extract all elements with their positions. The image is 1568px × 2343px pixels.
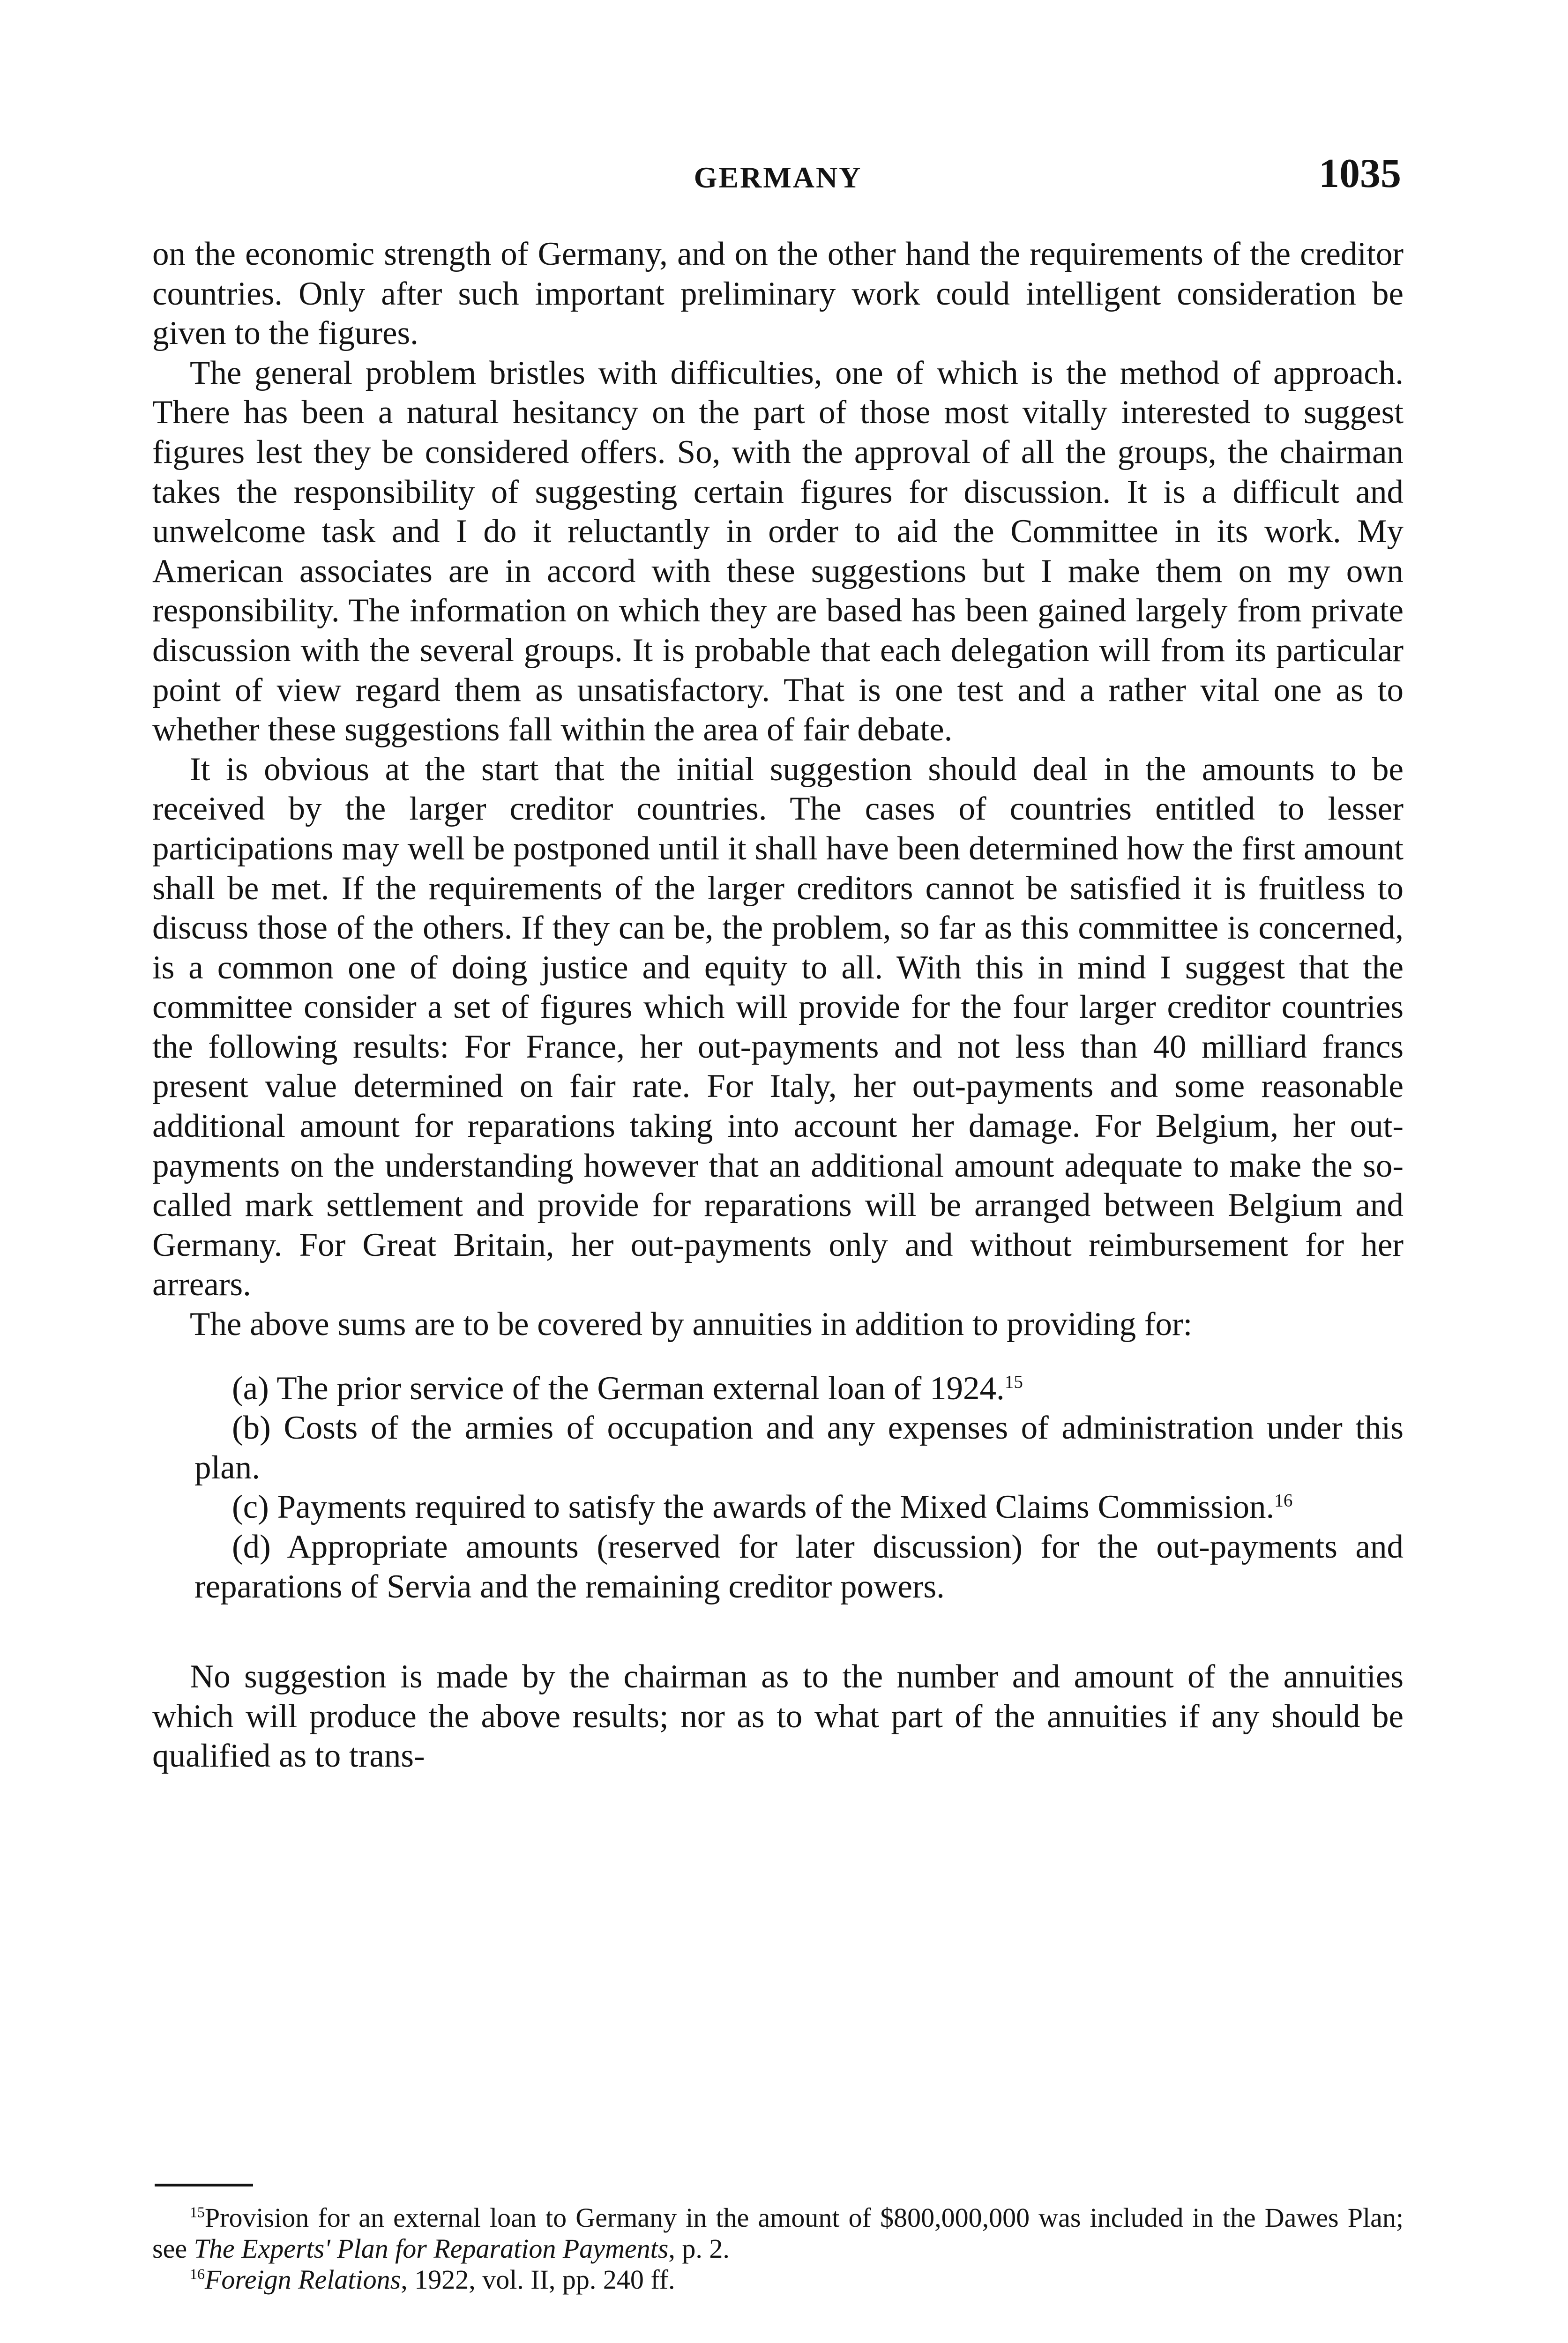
body-text <box>152 234 1404 1776</box>
list-marker: (d) <box>232 1529 271 1565</box>
paragraph-creditor-results: It is obvious at the start that the initial suggestion should deal in the amounts to be received by the larger creditor countries. The cases of countries entitled to lesser participations may well be postponed until it shall have been determined how the first amount shall be met. If the requirements of the larger creditors cannot be satisfied it is fruitless to discuss those of the others. If they can be, the problem, so far as this committee is concerned, is a common one of doing justice and equity to all. With this in mind I suggest that the committee consider a set of figures which will provide for the four larger creditor countries the following results: For France, her out-payments and not less than 40 milliard francs present value determined on fair rate. For Italy, her out-payments and some reasonable additional amount for reparations taking into account her damage. For Belgium, her out-payments on the understanding however that an additional amount adequate to make the so-called mark settlement and provide for reparations will be arranged between Belgium and Germany. For Great Britain, her out-payments only and without reimbursement for her arrears. <box>152 751 1404 1303</box>
list-item-text: Appropriate amounts (reserved for later discussion) for the out-payments and reparations of Servia and the remaining creditor powers. <box>194 1529 1404 1605</box>
paragraph-approach: The general problem bristles with difficulties, one of which is the method of approach. There has been a natural hesitancy on the part of those most vitally interested to suggest figures lest they be considered offers. So, with the approval of all the groups, the chairman takes the responsibility of suggesting certain figures for discussion. It is a difficult and unwelcome task and I do it reluctantly in order to aid the Committee in its work. My American associates are in accord with these suggestions but I make them on my own responsibility. The information on which they are based has been gained largely from private discussion with the several groups. It is probable that each delegation will from its particular point of view regard them as unsatisfactory. That is one test and a rather vital one as to whether these suggestions fall within the area of fair debate. <box>152 354 1404 748</box>
running-head <box>155 150 1401 201</box>
list-item <box>152 1527 1404 1606</box>
list-item-text: The prior service of the German external loan of 1924. <box>276 1370 1005 1407</box>
footnote-number: 15 <box>190 2204 205 2221</box>
paragraph-annuities-intro: The above sums are to be covered by annuities in addition to providing for: <box>190 1306 1193 1343</box>
list-item <box>152 1487 1404 1527</box>
cited-title: The Experts' Plan for Reparation Payments <box>194 2233 669 2264</box>
footnote-15 <box>152 2202 1404 2264</box>
list-item <box>152 1408 1404 1487</box>
footnote-number: 16 <box>190 2266 205 2283</box>
footnote-16 <box>152 2264 1404 2295</box>
provisions-list <box>152 1369 1404 1607</box>
list-item-text: Payments required to satisfy the awards of the Mixed Claims Commission. <box>277 1489 1275 1526</box>
footnote-ref-15: 15 <box>1004 1371 1023 1392</box>
list-item <box>152 1369 1404 1409</box>
page-number: 1035 <box>1319 151 1401 196</box>
footnote-rule <box>155 2184 253 2186</box>
footnote-ref-16: 16 <box>1274 1490 1293 1511</box>
paragraph-continued: on the economic strength of Germany, and on the other hand the requirements of the creditor countries. Only after such important preliminary work could intelligent consideration be given to the figures. <box>152 236 1404 352</box>
running-title: GERMANY <box>694 161 862 194</box>
list-marker: (c) <box>232 1489 269 1526</box>
footnote-text: Provision for an external loan to Germany in the amount of $800,000,000 was included in the Dawes Plan; see <box>152 2202 1404 2264</box>
footnote-text: , p. 2. <box>668 2233 730 2264</box>
footnote-text: , 1922, vol. II, pp. 240 ff. <box>401 2264 675 2295</box>
list-marker: (b) <box>232 1410 271 1447</box>
paragraph-annuities-number: No suggestion is made by the chairman as to the number and amount of the annuities which will produce the above results; nor as to what part of the annuities if any should be qualified as to trans- <box>152 1658 1404 1775</box>
footnotes <box>152 2202 1404 2295</box>
list-item-text: Costs of the armies of occupation and any expenses of administration under this plan. <box>194 1410 1404 1486</box>
cited-title: Foreign Relations <box>204 2264 401 2295</box>
list-marker: (a) <box>232 1370 269 1407</box>
